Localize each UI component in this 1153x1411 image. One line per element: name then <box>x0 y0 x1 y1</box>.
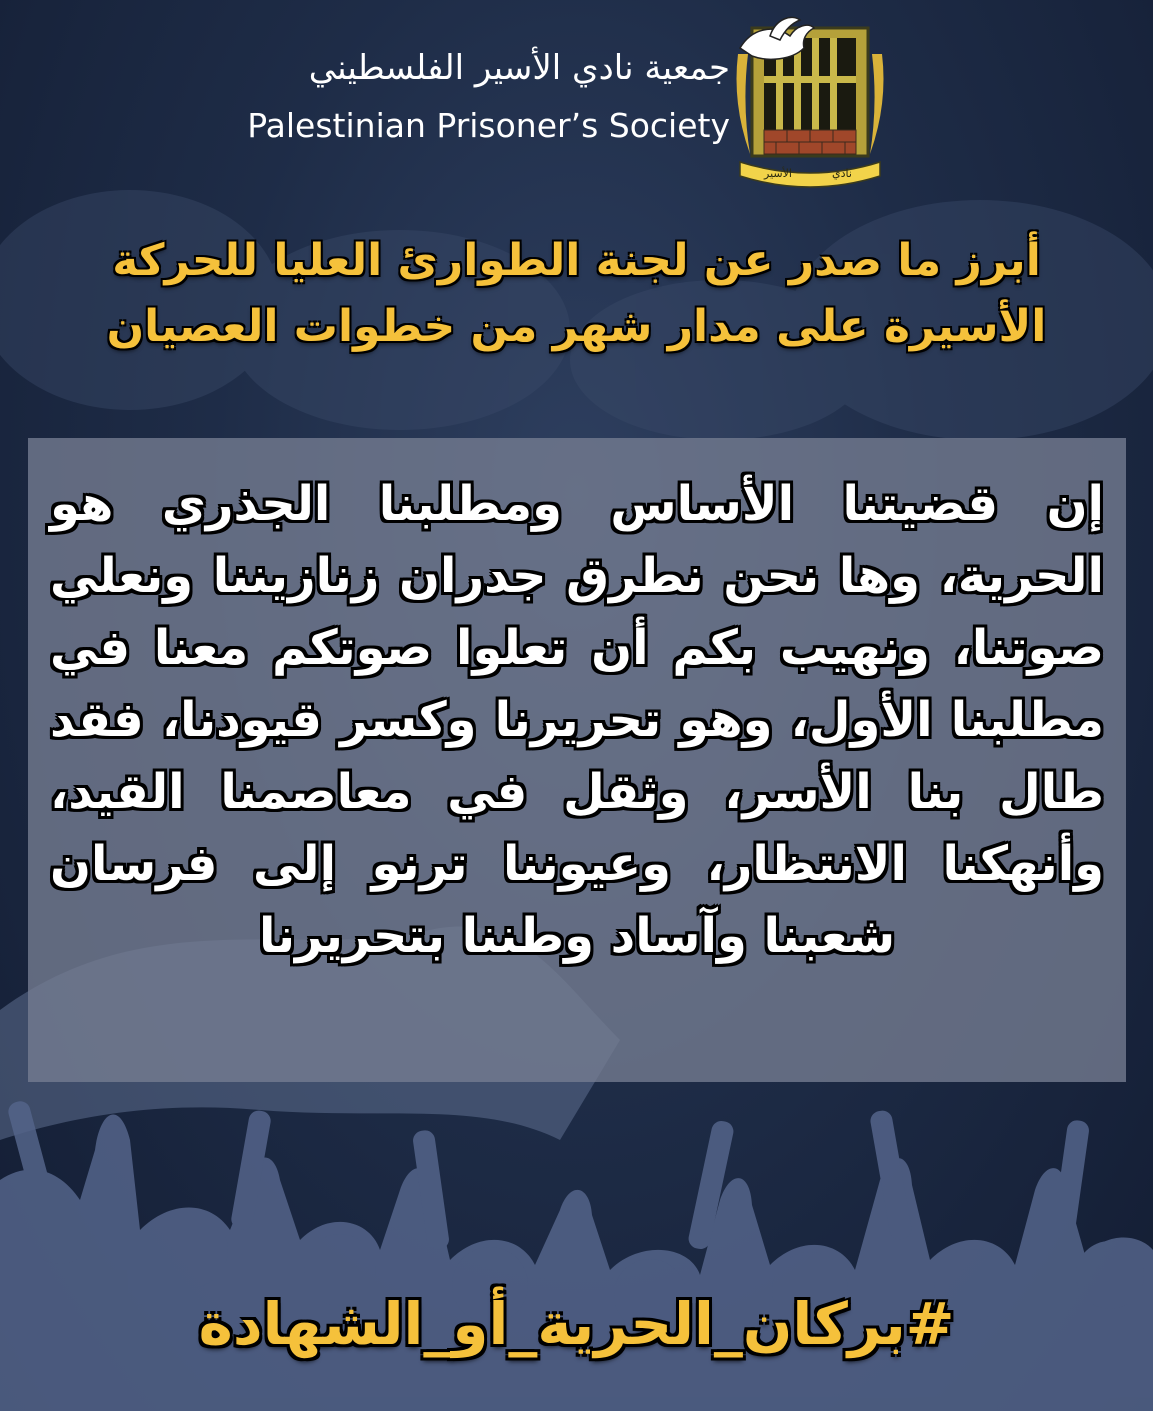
header <box>190 14 930 194</box>
headline-line-1: أبرز ما صدر عن لجنة الطوارئ العليا للحركة <box>112 235 1041 286</box>
organization-name-arabic: جمعية نادي الأسير الفلسطيني <box>308 48 730 88</box>
campaign-hashtag: #بركان_الحرية_أو_الشهادة <box>198 1290 955 1358</box>
organization-logo-icon <box>730 14 890 189</box>
organization-name-english: Palestinian Prisoner’s Society <box>247 106 730 145</box>
quote-text: إن قضيتنا الأساس ومطلبنا الجذري هو الحرية، وها نحن نطرق جدران زنازيننا ونعلي صوتنا، ونهيب بكم أن تعلوا صوتكم معنا في مطلبنا الأول، وهو تحريرنا وكسر قيودنا، فقد طال بنا الأسر، وثقل في معاصمنا القيد، وأنهكنا الانتظار، وعيوننا ترنو إلى فرسان شعبنا وآساد وطننا بتحريرنا <box>50 476 1104 964</box>
logo-label-right: نادي <box>832 167 852 180</box>
quote-box <box>28 438 1126 1082</box>
headline <box>20 228 1133 360</box>
headline-line-2: الأسيرة على مدار شهر من خطوات العصيان <box>106 301 1047 352</box>
logo-label-left: الأسير <box>764 167 792 180</box>
